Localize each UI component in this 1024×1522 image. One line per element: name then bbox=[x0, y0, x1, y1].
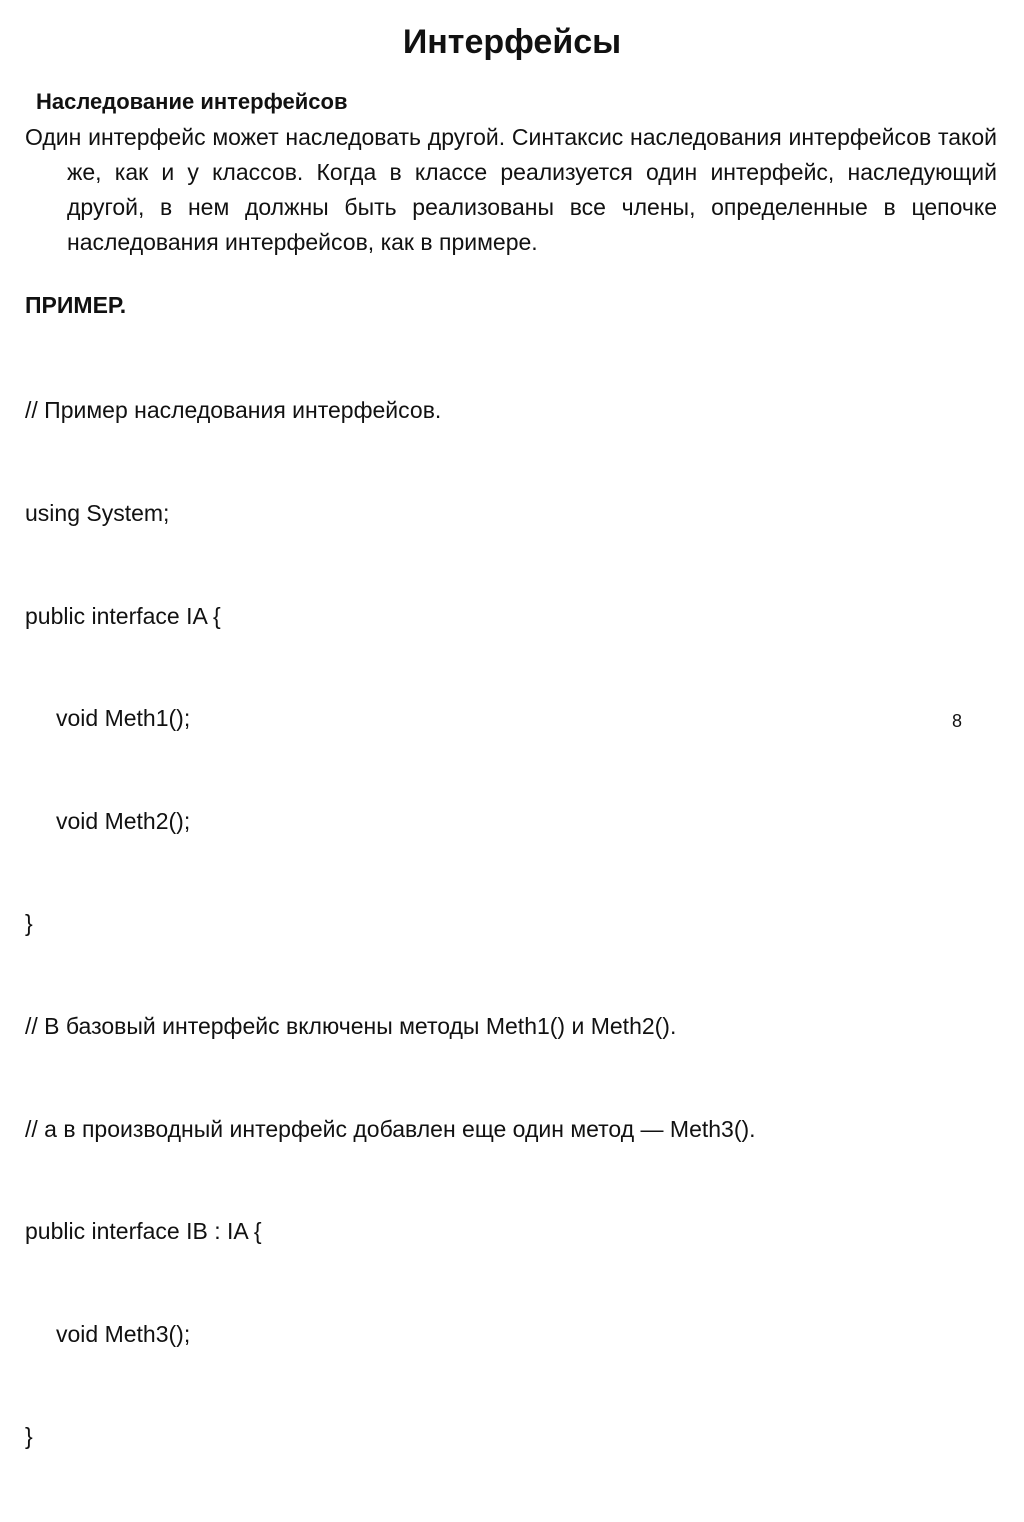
example-label: ПРИМЕР. bbox=[25, 292, 127, 318]
code-line: public interface IB : IA { bbox=[25, 1218, 262, 1245]
code-line: using System; bbox=[25, 500, 170, 526]
slide-title: Интерфейсы bbox=[402, 23, 622, 61]
code-line: } bbox=[25, 1423, 33, 1450]
code-line: // В базовый интерфейс включены методы Meth1() и Meth2(). bbox=[25, 1012, 677, 1039]
code-example bbox=[25, 325, 756, 1522]
code-line: // Пример наследования интерфейсов. bbox=[25, 397, 442, 424]
code-line: // а в производный интерфейс добавлен еще один метод — Meth3(). bbox=[25, 1115, 756, 1142]
code-line: void Meth3(); bbox=[56, 1320, 191, 1347]
page-number: 8 bbox=[952, 711, 963, 731]
code-line: } bbox=[25, 910, 33, 937]
section-subheading: Наследование интерфейсов bbox=[36, 89, 348, 114]
code-line: public interface IA { bbox=[25, 602, 221, 629]
body-paragraph: Один интерфейс может наследовать другой. Синтаксис наследования интерфейсов такой же, как и у классов. Когда в классе реализуется один интерфейс, наследующий другой, в нем должны быть реализованы все члены, определенные в цепочке наследования интерфейсов, как в примере. bbox=[25, 124, 997, 255]
code-line: void Meth2(); bbox=[56, 807, 191, 834]
code-line: void Meth1(); bbox=[56, 705, 191, 732]
